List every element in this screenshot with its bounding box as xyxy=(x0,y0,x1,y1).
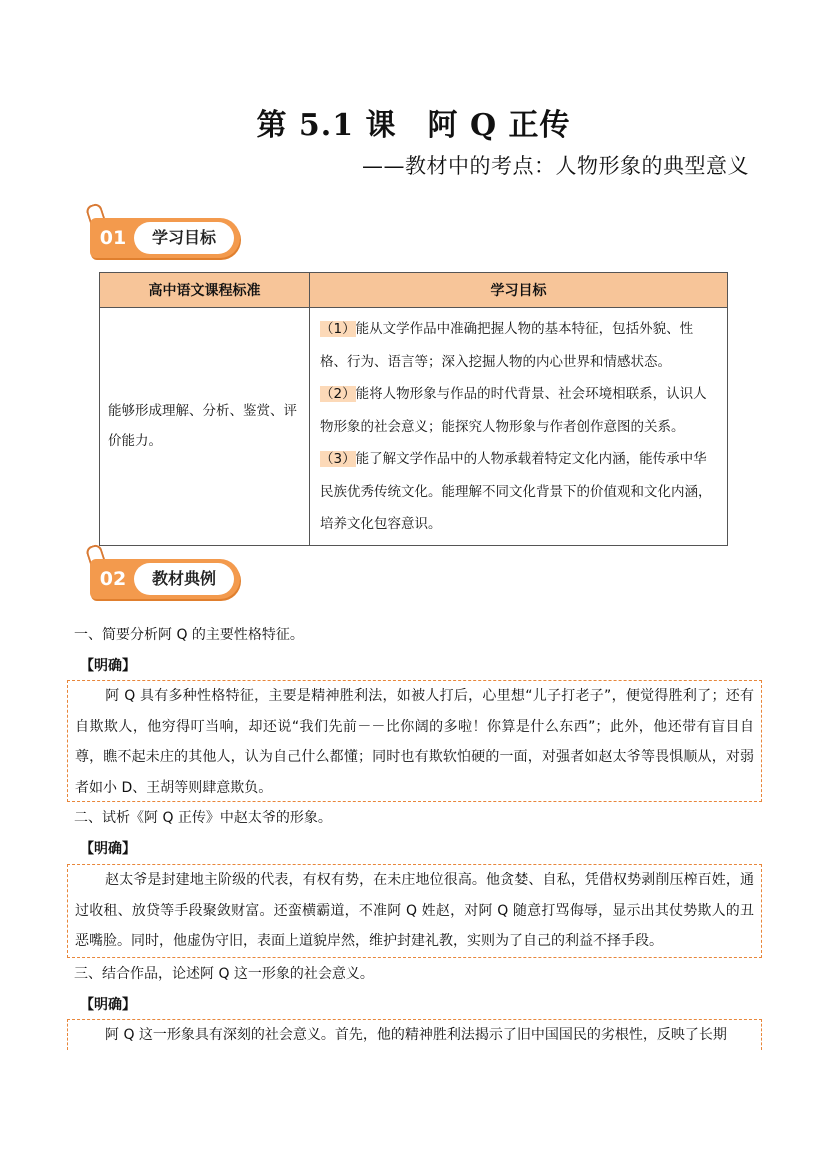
section-number: 02 xyxy=(99,568,127,590)
page-subtitle: ——教材中的考点：人物形象的典型意义 xyxy=(362,154,749,178)
goal-number: （1） xyxy=(320,321,356,337)
goal-text: 能了解文学作品中的人物承载着特定文化内涵，能传承中华民族优秀传统文化。能理解不同文化背景下的价值观和文化内涵，培养文化包容意识。 xyxy=(320,451,712,532)
table-row xyxy=(100,308,728,546)
answer-text-2: 赵太爷是封建地主阶级的代表，有权有势，在未庄地位很高。他贪婪、自私，凭借权势剥削压榨百姓，通过收租、放贷等手段聚敛财富。还蛮横霸道，不准阿 Q 姓赵，对阿 Q 随意打骂侮辱，显示出其仗势欺人的丑恶嘴脸。同时，他虚伪守旧，表面上道貌岸然，维护封建礼教，实则为了自己的利益不择手段。 xyxy=(75,872,754,949)
question-1: 一、简要分析阿 Q 的主要性格特征。 xyxy=(74,627,304,643)
section-label: 教材典例 xyxy=(134,563,234,595)
question-2: 二、试析《阿 Q 正传》中赵太爷的形象。 xyxy=(74,810,332,826)
answer-label-1: 【明确】 xyxy=(80,658,136,674)
learning-goals-cell xyxy=(310,308,728,546)
answer-box-2 xyxy=(67,864,762,958)
page-title: 第 5.1 课 阿 Q 正传 xyxy=(256,108,571,143)
question-3: 三、结合作品，论述阿 Q 这一形象的社会意义。 xyxy=(74,966,374,982)
answer-label-2: 【明确】 xyxy=(80,841,136,857)
column-header-goals: 学习目标 xyxy=(310,273,728,308)
section-badge-examples xyxy=(86,545,246,601)
goal-text: 能将人物形象与作品的时代背景、社会环境相联系，认识人物形象的社会意义；能探究人物形象与作者创作意图的关系。 xyxy=(320,386,707,435)
section-badge-goals xyxy=(86,204,246,260)
curriculum-standard-cell: 能够形成理解、分析、鉴赏、评价能力。 xyxy=(100,308,310,546)
table-header-row xyxy=(100,273,728,308)
answer-box-3 xyxy=(67,1019,762,1050)
answer-label-3: 【明确】 xyxy=(80,997,136,1013)
goal-text: 能从文学作品中准确把握人物的基本特征，包括外貌、性格、行为、语言等；深入挖掘人物的内心世界和情感状态。 xyxy=(320,321,694,370)
answer-text-3: 阿 Q 这一形象具有深刻的社会意义。首先，他的精神胜利法揭示了旧中国国民的劣根性，反映了长期 xyxy=(105,1027,727,1043)
section-label: 学习目标 xyxy=(134,222,234,254)
section-number: 01 xyxy=(99,227,127,249)
answer-text-1: 阿 Q 具有多种性格特征，主要是精神胜利法，如被人打后，心里想“儿子打老子”，便觉得胜利了；还有自欺欺人，他穷得叮当响，却还说“我们先前－－比你阔的多啦！你算是什么东西”；此外，他还带有盲目自尊，瞧不起未庄的其他人，认为自己什么都懂；同时也有欺软怕硬的一面，对强者如赵太爷等畏惧顺从，对弱者如小 D、王胡等则肆意欺负。 xyxy=(75,688,754,796)
goal-number: （2） xyxy=(320,386,356,402)
learning-goals-table xyxy=(99,272,728,546)
answer-box-1 xyxy=(67,680,762,802)
goal-number: （3） xyxy=(320,451,356,467)
column-header-standard: 高中语文课程标准 xyxy=(100,273,310,308)
